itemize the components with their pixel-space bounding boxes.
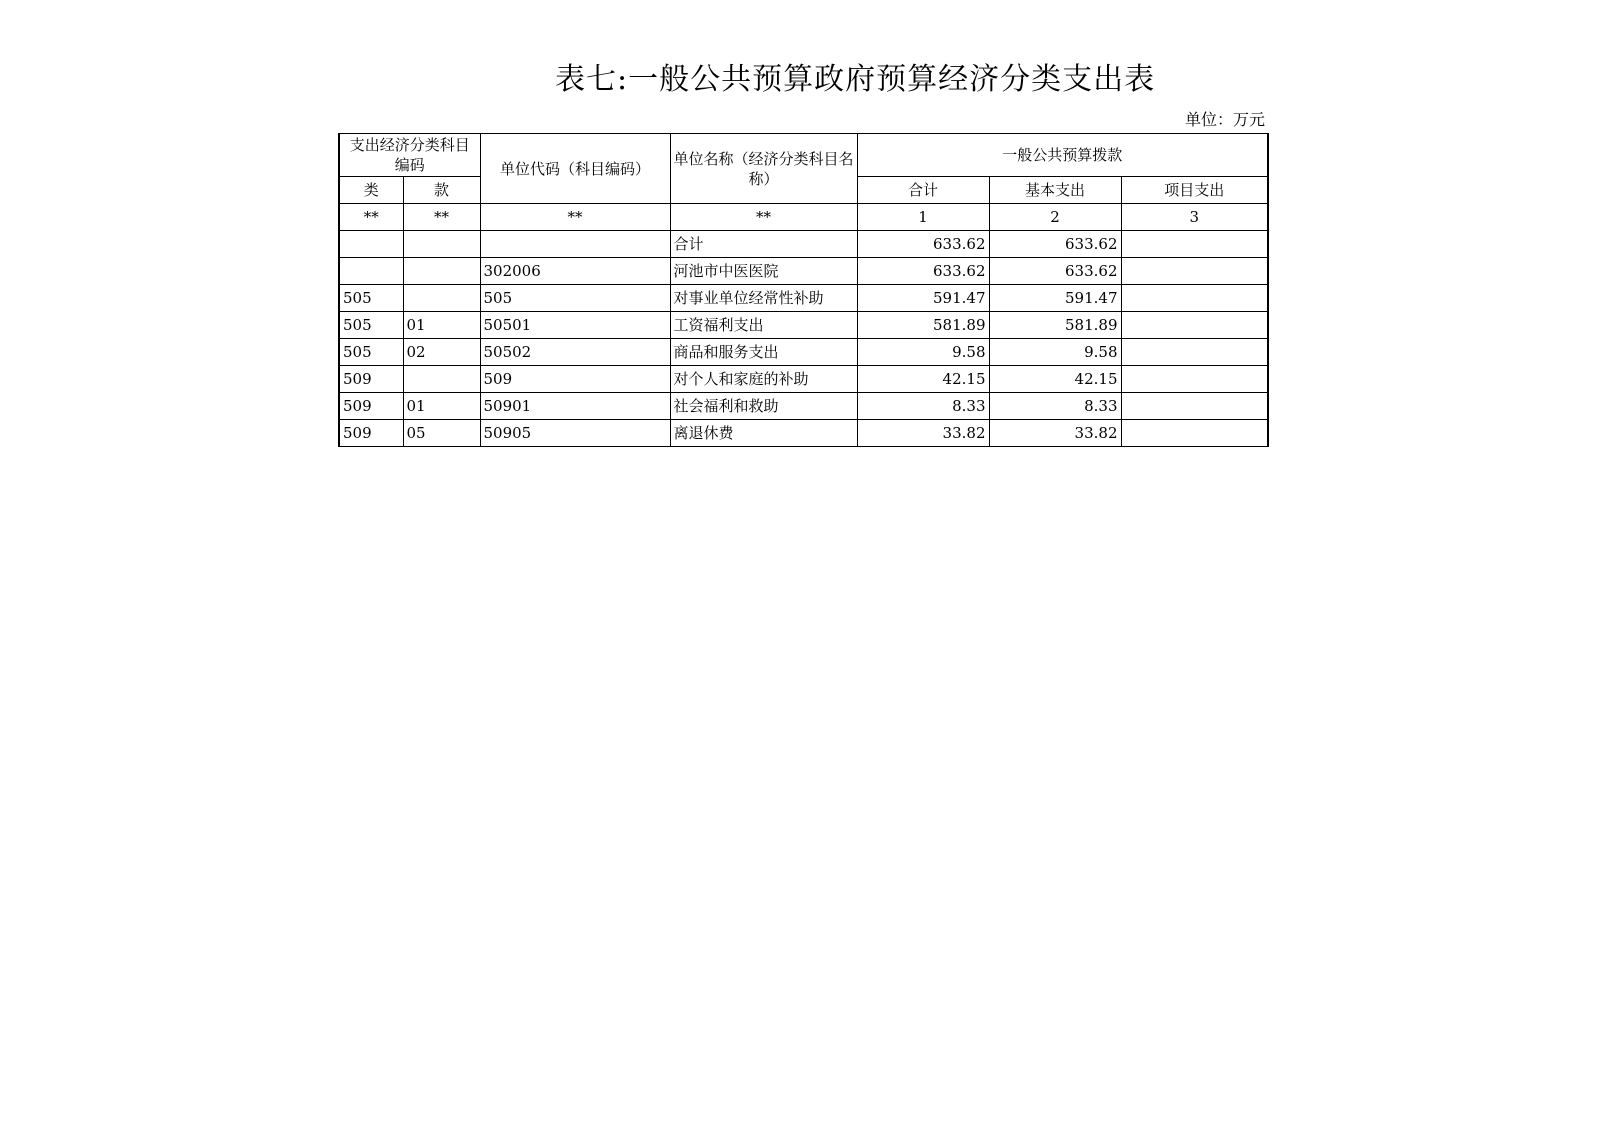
cell-unit-code (480, 231, 670, 258)
cell-project (1121, 312, 1268, 339)
cell-unit-code: 50501 (480, 312, 670, 339)
cell-lei: 505 (339, 312, 403, 339)
table-row (339, 285, 1268, 312)
cell-lei: 509 (339, 420, 403, 447)
cell-project (1121, 339, 1268, 366)
cell-project (1121, 420, 1268, 447)
table-row (339, 366, 1268, 393)
cell-project (1121, 258, 1268, 285)
index-cell: ** (480, 204, 670, 231)
cell-basic: 591.47 (989, 285, 1121, 312)
table-row (339, 258, 1268, 285)
cell-kuan: 01 (403, 393, 480, 420)
cell-total: 33.82 (857, 420, 989, 447)
index-cell: 3 (1121, 204, 1268, 231)
cell-basic: 633.62 (989, 258, 1121, 285)
header-appropriation: 一般公共预算拨款 (857, 134, 1268, 177)
cell-unit-name: 离退休费 (670, 420, 857, 447)
cell-project (1121, 231, 1268, 258)
expenditure-table (338, 133, 1269, 447)
table-row (339, 339, 1268, 366)
cell-kuan: 01 (403, 312, 480, 339)
header-lei: 类 (339, 177, 403, 204)
table-row (339, 420, 1268, 447)
header-econ-code: 支出经济分类科目编码 (339, 134, 480, 177)
cell-unit-name: 商品和服务支出 (670, 339, 857, 366)
cell-kuan: 02 (403, 339, 480, 366)
index-cell: ** (403, 204, 480, 231)
page-title: 表七:一般公共预算政府预算经济分类支出表 (555, 62, 1156, 97)
cell-lei (339, 231, 403, 258)
unit-label: 单位：万元 (1184, 110, 1265, 129)
cell-unit-name: 社会福利和救助 (670, 393, 857, 420)
cell-unit-name: 工资福利支出 (670, 312, 857, 339)
cell-project (1121, 285, 1268, 312)
index-cell: 2 (989, 204, 1121, 231)
cell-unit-name: 对事业单位经常性补助 (670, 285, 857, 312)
table-row (339, 312, 1268, 339)
header-total: 合计 (857, 177, 989, 204)
cell-kuan (403, 258, 480, 285)
cell-total: 633.62 (857, 231, 989, 258)
cell-total: 591.47 (857, 285, 989, 312)
index-cell: ** (339, 204, 403, 231)
cell-unit-code: 50901 (480, 393, 670, 420)
header-basic: 基本支出 (989, 177, 1121, 204)
header-unit-name: 单位名称（经济分类科目名称） (670, 134, 857, 204)
cell-lei: 509 (339, 366, 403, 393)
cell-unit-code: 50502 (480, 339, 670, 366)
cell-basic: 33.82 (989, 420, 1121, 447)
header-project: 项目支出 (1121, 177, 1268, 204)
cell-project (1121, 393, 1268, 420)
cell-lei (339, 258, 403, 285)
index-cell: 1 (857, 204, 989, 231)
table-row (339, 393, 1268, 420)
cell-basic: 633.62 (989, 231, 1121, 258)
cell-kuan (403, 231, 480, 258)
cell-unit-name: 河池市中医医院 (670, 258, 857, 285)
cell-total: 8.33 (857, 393, 989, 420)
cell-kuan (403, 366, 480, 393)
cell-project (1121, 366, 1268, 393)
cell-basic: 9.58 (989, 339, 1121, 366)
header-unit-code: 单位代码（科目编码） (480, 134, 670, 204)
cell-total: 42.15 (857, 366, 989, 393)
cell-unit-code: 302006 (480, 258, 670, 285)
cell-lei: 505 (339, 285, 403, 312)
header-row-1 (339, 134, 1268, 177)
cell-lei: 505 (339, 339, 403, 366)
index-row (339, 204, 1268, 231)
cell-total: 633.62 (857, 258, 989, 285)
cell-unit-name: 合计 (670, 231, 857, 258)
index-cell: ** (670, 204, 857, 231)
cell-total: 9.58 (857, 339, 989, 366)
cell-kuan: 05 (403, 420, 480, 447)
header-kuan: 款 (403, 177, 480, 204)
cell-kuan (403, 285, 480, 312)
cell-basic: 42.15 (989, 366, 1121, 393)
cell-unit-code: 505 (480, 285, 670, 312)
cell-unit-code: 509 (480, 366, 670, 393)
cell-lei: 509 (339, 393, 403, 420)
cell-total: 581.89 (857, 312, 989, 339)
cell-unit-name: 对个人和家庭的补助 (670, 366, 857, 393)
cell-basic: 581.89 (989, 312, 1121, 339)
cell-unit-code: 50905 (480, 420, 670, 447)
cell-basic: 8.33 (989, 393, 1121, 420)
table-row (339, 231, 1268, 258)
